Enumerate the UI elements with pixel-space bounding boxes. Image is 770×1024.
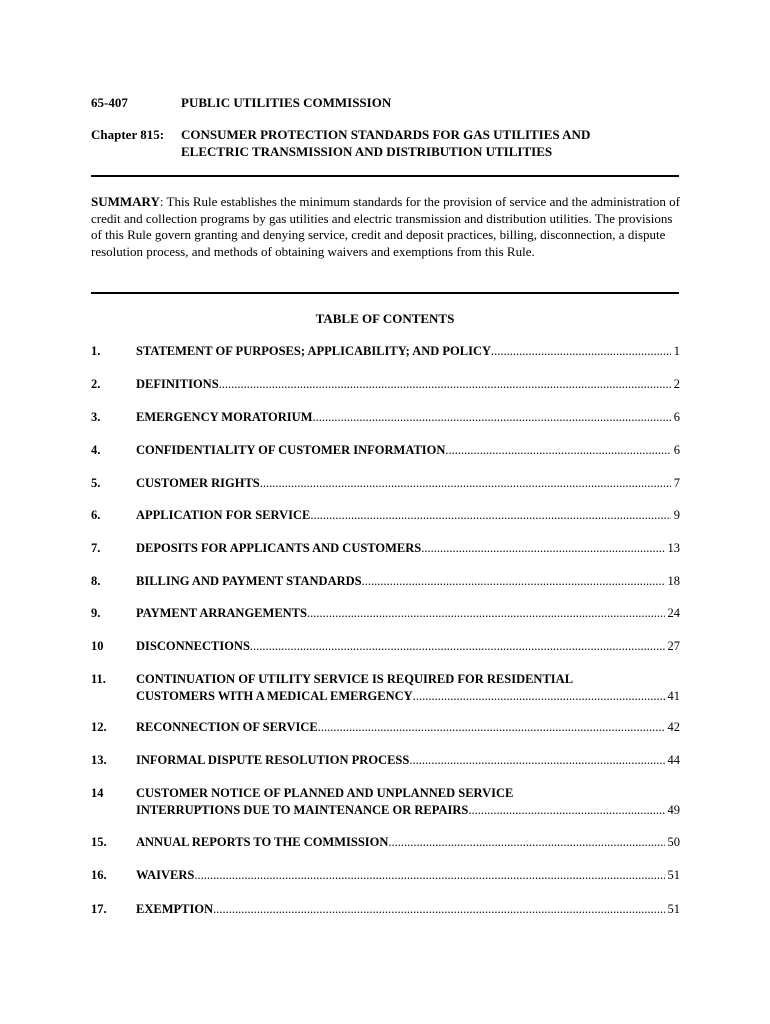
summary-label: SUMMARY [91, 194, 160, 209]
toc-dot-leader [491, 343, 671, 360]
toc-entry-number: 16. [91, 868, 107, 882]
toc-entry-number: 3. [91, 410, 101, 424]
toc-entry-page: 9 [673, 508, 680, 522]
toc-entry-title: RECONNECTION OF SERVICE [136, 720, 318, 734]
toc-entry-number: 9. [91, 606, 101, 620]
toc-entry-title: BILLING AND PAYMENT STANDARDS [136, 574, 362, 588]
toc-dot-leader [318, 719, 665, 736]
toc-entry-title-line1: CUSTOMER NOTICE OF PLANNED AND UNPLANNED SERVICE [136, 786, 514, 800]
toc-entry-page: 44 [667, 753, 680, 767]
toc-dot-leader [219, 376, 671, 393]
toc-entry-title: APPLICATION FOR SERVICE [136, 508, 311, 522]
chapter-title-line2: ELECTRIC TRANSMISSION AND DISTRIBUTION UTILITIES [181, 144, 553, 159]
toc-entry-title: ANNUAL REPORTS TO THE COMMISSION [136, 835, 389, 849]
toc-dot-leader [413, 688, 665, 705]
toc-entry-title: INFORMAL DISPUTE RESOLUTION PROCESS [136, 753, 410, 767]
toc-entry-number: 7. [91, 541, 101, 555]
toc-entry-title: STATEMENT OF PURPOSES; APPLICABILITY; AND POLICY [136, 344, 492, 358]
toc-entry-number: 5. [91, 476, 101, 490]
toc-entry-title: EXEMPTION [136, 902, 214, 916]
toc-dot-leader [468, 802, 664, 819]
toc-entry-number: 15. [91, 835, 107, 849]
chapter-label: Chapter 815: [91, 127, 165, 142]
toc-entry-title: DEPOSITS FOR APPLICANTS AND CUSTOMERS [136, 541, 422, 555]
toc-entry-number: 4. [91, 443, 101, 457]
chapter-title-line1: CONSUMER PROTECTION STANDARDS FOR GAS UTILITIES AND [181, 127, 591, 142]
toc-dot-leader [250, 638, 665, 655]
toc-entry-page: 13 [667, 541, 680, 555]
toc-entry-title-line1: CONTINUATION OF UTILITY SERVICE IS REQUIRED FOR RESIDENTIAL [136, 672, 574, 686]
toc-entry-page: 6 [673, 443, 680, 457]
toc-entry-number: 17. [91, 902, 107, 916]
toc-entry-page: 51 [667, 868, 680, 882]
summary-paragraph [91, 194, 681, 260]
toc-dot-leader [445, 442, 670, 459]
toc-dot-leader [362, 573, 665, 590]
toc-dot-leader [213, 901, 664, 918]
toc-entry-page: 2 [673, 377, 680, 391]
toc-entry-page: 50 [667, 835, 680, 849]
toc-entry-title: CONFIDENTIALITY OF CUSTOMER INFORMATION [136, 443, 446, 457]
toc-entry-number: 6. [91, 508, 101, 522]
toc-entry-page: 51 [667, 902, 680, 916]
toc-dot-leader [260, 475, 671, 492]
toc-entry-number: 8. [91, 574, 101, 588]
toc-entry-number: 10 [91, 639, 104, 653]
toc-entry-page: 42 [667, 720, 680, 734]
agency-name: PUBLIC UTILITIES COMMISSION [181, 95, 392, 110]
toc-entry-number: 1. [91, 344, 101, 358]
toc-entry-number: 12. [91, 720, 107, 734]
toc-dot-leader [388, 834, 664, 851]
toc-entry-page: 1 [673, 344, 680, 358]
toc-dot-leader [313, 409, 671, 426]
toc-entry-page: 6 [673, 410, 680, 424]
toc-entry-number: 14 [91, 786, 104, 800]
header-divider [91, 175, 679, 177]
toc-entry-page: 41 [667, 688, 680, 703]
toc-entry-page: 18 [667, 574, 680, 588]
toc-entry-title: INTERRUPTIONS DUE TO MAINTENANCE OR REPAIRS [136, 802, 469, 817]
toc-entry-title: WAIVERS [136, 868, 195, 882]
toc-entry-title: PAYMENT ARRANGEMENTS [136, 606, 307, 620]
toc-dot-leader [421, 540, 664, 557]
toc-dot-leader [194, 867, 664, 884]
toc-entry-number: 11. [91, 672, 106, 686]
summary-text: : This Rule establishes the minimum standards for the provision of service and the administration of credit and collection programs by gas utilities and electric transmission and distribution utilities. The provisions of this Rule govern granting and denying service, credit and deposit practices, billing, disconnection, a dispute resolution process, and methods of obtaining waivers and exemptions from this Rule. [91, 194, 680, 259]
toc-dot-leader [409, 752, 664, 769]
toc-title: TABLE OF CONTENTS [315, 311, 455, 326]
toc-entry-number: 13. [91, 753, 107, 767]
toc-entry-title: DEFINITIONS [136, 377, 219, 391]
toc-entry-page: 7 [673, 476, 680, 490]
toc-entry-page: 27 [667, 639, 680, 653]
summary-divider [91, 292, 679, 294]
toc-dot-leader [310, 507, 670, 524]
toc-dot-leader [307, 605, 665, 622]
toc-entry-number: 2. [91, 377, 101, 391]
section-number: 65-407 [91, 95, 128, 110]
toc-entry-title: DISCONNECTIONS [136, 639, 250, 653]
toc-entry-title: CUSTOMERS WITH A MEDICAL EMERGENCY [136, 688, 413, 703]
toc-entry-title: CUSTOMER RIGHTS [136, 476, 260, 490]
toc-entry-title: EMERGENCY MORATORIUM [136, 410, 313, 424]
toc-entry-page: 24 [667, 606, 680, 620]
toc-entry-page: 49 [667, 802, 680, 817]
